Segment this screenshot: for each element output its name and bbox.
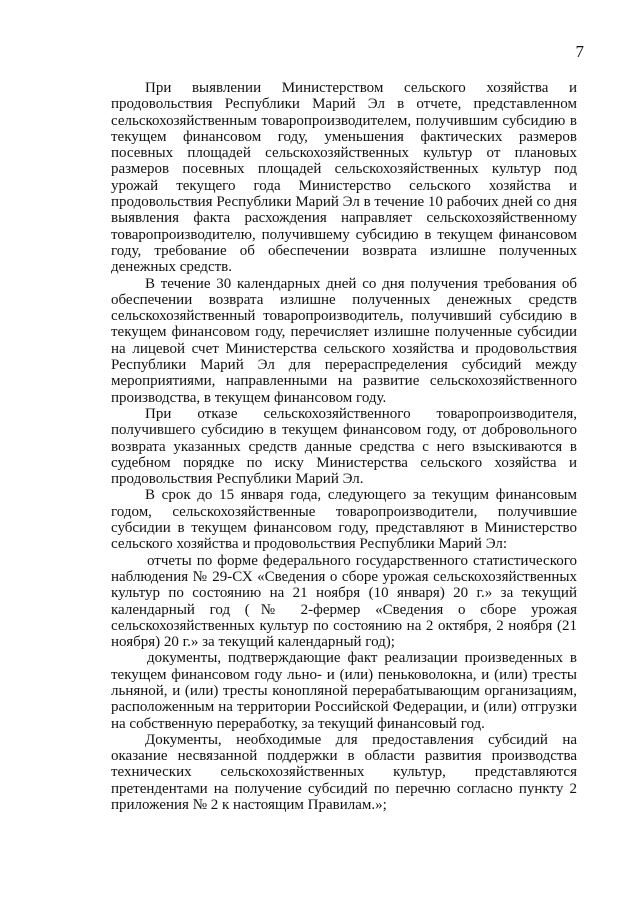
paragraph-refund-period: В течение 30 календарных дней со дня получения требования об обеспечении возврата излишне полученных денежных средств сельскохозяйственный товаропроизводитель, получивший субсидию в текущем финансовом году, перечисляет излишне полученные субсидии на лицевой счет Министерства сельского хозяйства и продовольствия Республики Марий Эл для перераспределения субсидий между мероприятиями, направленными на развитие сельскохозяйственного производства, в текущем финансовом году. xyxy=(111,275,577,406)
paragraph-statistical-reports: отчеты по форме федерального государственного статистического наблюдения № 29-СХ «Сведения о сборе урожая сельскохозяйственных культур по состоянию на 21 ноября (10 января) 20 г.» за текущий календарный год (№ 2-фермер «Сведения о сборе урожая сельскохозяйственных культур по состоянию на 2 октября, 2 ноября (21 ноября) 20 г.» за текущий календарный год); xyxy=(111,552,577,651)
document-body xyxy=(111,80,577,813)
page-number: 7 xyxy=(575,42,584,61)
paragraph-refusal-recovery: При отказе сельскохозяйственного товаропроизводителя, получившего субсидию в текущем финансовом году, от добровольного возврата указанных средств данные средства с него взыскиваются в судебном порядке по иску Министерства сельского хозяйства и продовольствия Республики Марий Эл. xyxy=(111,405,577,488)
paragraph-reporting-deadline: В срок до 15 января года, следующего за текущим финансовым годом, сельскохозяйственные товаропроизводители, получившие субсидии в текущем финансовом году, представляют в Министерство сельского хозяйства и продовольствия Республики Марий Эл: xyxy=(111,487,577,553)
paragraph-discrepancy-notice: При выявлении Министерством сельского хозяйства и продовольствия Республики Марий Эл в отчете, представленном сельскохозяйственным товаропроизводителем, получившим субсидию в текущем финансовом году, уменьшения фактических размеров посевных площадей сельскохозяйственных культур от плановых размеров посевных площадей сельскохозяйственных культур под урожай текущего года Министерство сельского хозяйства и продовольствия Республики Марий Эл в течение 10 рабочих дней со дня выявления факта расхождения направляет сельскохозяйственному товаропроизводителю, получившему субсидию в текущем финансовом году, требование об обеспечении возврата излишне полученных денежных средств. xyxy=(111,80,577,276)
paragraph-required-documents: Документы, необходимые для предоставления субсидий на оказание несвязанной поддержки в области развития производства технических сельскохозяйственных культур, представляются претендентами на получение субсидий по перечню согласно пункту 2 приложения № 2 к настоящим Правилам.»; xyxy=(111,731,577,814)
paragraph-sales-documents: документы, подтверждающие факт реализации произведенных в текущем финансовом году льно- и (или) пеньковолокна, и (или) тресты льняной, и (или) тресты конопляной перерабатывающим организациям, расположенным на территории Российской Федерации, и (или) отгрузки на собственную переработку, за текущий финансовый год. xyxy=(111,650,577,732)
